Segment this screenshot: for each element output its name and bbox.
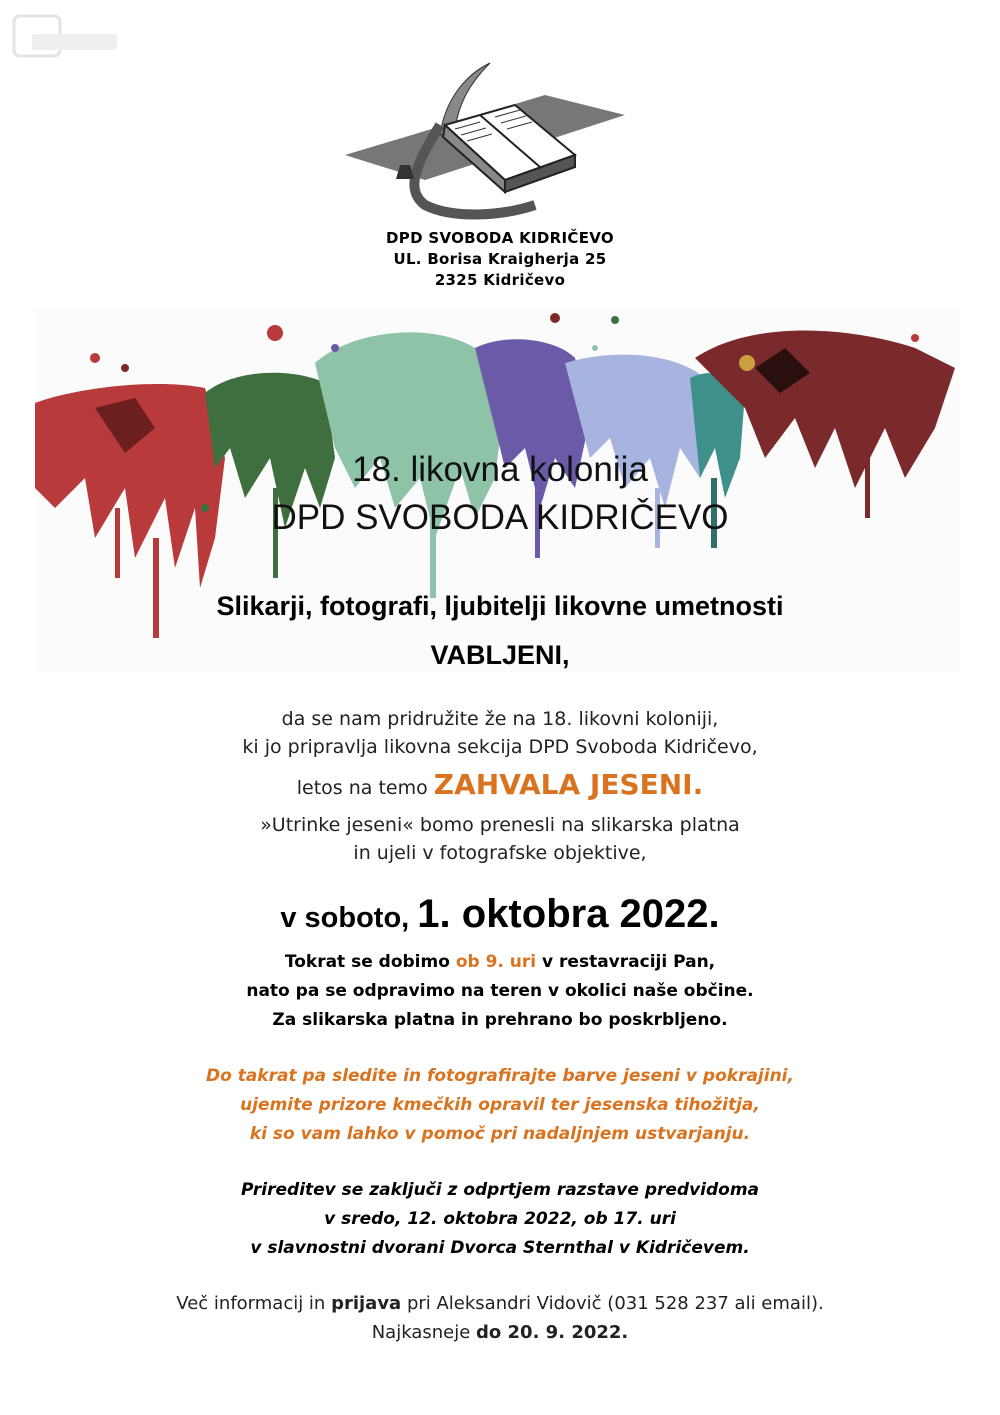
body-line2: ki jo pripravlja likovna sekcija DPD Svoboda Kidričevo,	[242, 736, 758, 758]
exhibition-line3: v slavnostni dvorani Dvorca Sternthal v Kidričevem.	[250, 1238, 750, 1258]
date-value: 1. oktobra 2022.	[417, 892, 720, 936]
body-line5: in ujeli v fotografske objektive,	[353, 842, 647, 864]
meeting-line1-b: v restavraciji Pan,	[536, 952, 716, 972]
exhibition-line1: Prireditev se zaključi z odprtjem razstave predvidoma	[240, 1180, 760, 1200]
footer-info	[0, 1293, 1000, 1314]
meeting-line1	[0, 952, 1000, 972]
date-prefix: v soboto,	[280, 902, 418, 934]
footer-deadline-a: Najkasneje	[371, 1322, 477, 1343]
body-line1: da se nam pridružite že na 18. likovni koloniji,	[281, 708, 719, 730]
footer-deadline	[0, 1322, 1000, 1343]
org-city: 2325 Kidričevo	[434, 271, 566, 289]
org-address: UL. Borisa Kraigherja 25	[393, 250, 607, 268]
event-title-line1: 18. likovna kolonija	[352, 450, 648, 489]
meeting-line2: nato pa se odpravimo na teren v okolici naše občine.	[246, 981, 754, 1001]
note-line3: ki so vam lahko v pomoč pri nadaljnjem ustvarjanju.	[249, 1124, 751, 1144]
footer-deadline-bold: do 20. 9. 2022.	[476, 1322, 629, 1343]
footer-info-bold: prijava	[331, 1293, 402, 1314]
exhibition-line2: v sredo, 12. oktobra 2022, ob 17. uri	[324, 1209, 676, 1229]
footer-info-b: pri Aleksandri Vidovič (031 528 237 ali email).	[401, 1293, 824, 1314]
org-name: DPD SVOBODA KIDRIČEVO	[386, 229, 614, 247]
theme-title: ZAHVALA JESENI.	[433, 768, 704, 801]
book-quill-logo-icon	[345, 55, 635, 225]
note-line1: Do takrat pa sledite in fotografirajte barve jeseni v pokrajini,	[206, 1066, 794, 1086]
meeting-time: ob 9. uri	[455, 952, 537, 972]
note-line2: ujemite prizore kmečkih opravil ter jesenska tihožitja,	[240, 1095, 760, 1115]
invite-word: VABLJENI,	[430, 640, 570, 670]
invite-line: Slikarji, fotografi, ljubitelji likovne umetnosti	[216, 591, 784, 621]
footer-info-a: Več informacij in	[176, 1293, 332, 1314]
body-line3	[0, 768, 1000, 801]
event-date	[0, 892, 1000, 937]
meeting-line1-a: Tokrat se dobimo	[284, 952, 456, 972]
body-line4: »Utrinke jeseni« bomo prenesli na slikarska platna	[260, 814, 740, 836]
event-title-line2: DPD SVOBODA KIDRIČEVO	[271, 498, 729, 537]
meeting-line3: Za slikarska platna in prehrano bo poskrbljeno.	[272, 1010, 728, 1030]
watermark-icon	[12, 12, 122, 62]
theme-prefix: letos na temo	[296, 777, 434, 799]
